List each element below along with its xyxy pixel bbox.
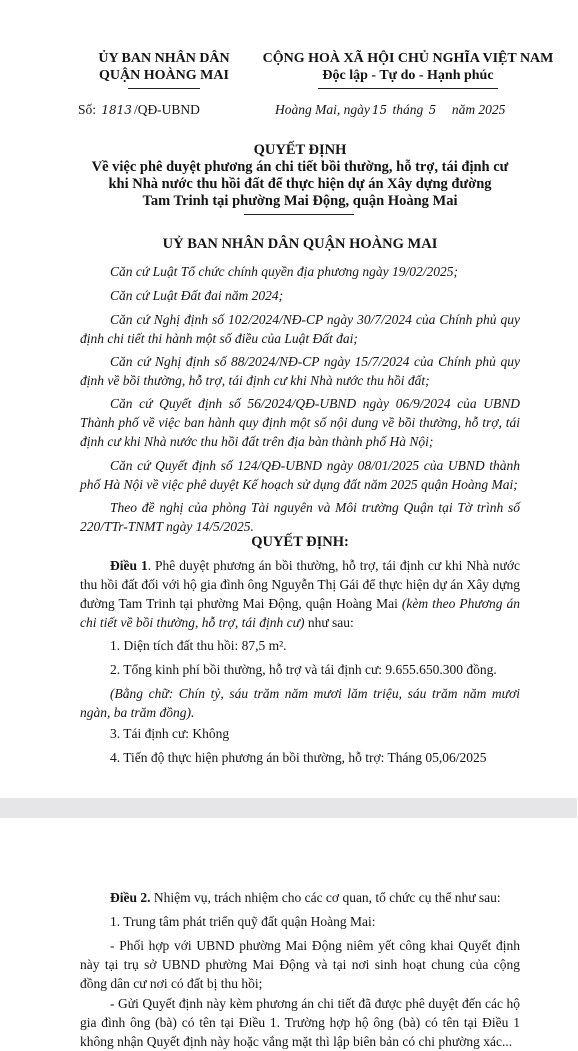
decision-title: QUYẾT ĐỊNH Về việc phê duyệt phương án chi tiết bồi thường, hỗ trợ, tái định cư khi Nhà nước thu hồi đất để thực hiện dự án Xây dựng đường Tam Trinh tại phường Mai Động, quận Hoàng Mai [91,142,509,209]
article-1-amount-in-words: (Bằng chữ: Chín tỷ, sáu trăm năm mươi lăm triệu, sáu trăm năm mươi ngàn, ba trăm đồng). [80,686,520,720]
decision-heading: QUYẾT ĐỊNH: [251,534,349,550]
article-2: Điều 2. Nhiệm vụ, trách nhiệm cho các cơ quan, tổ chức cụ thể như sau: [110,890,501,905]
national-header [238,50,578,84]
page-separator [0,798,577,818]
nation-motto: Độc lập - Tự do - Hạnh phúc [322,68,494,83]
article-1-item-1: 1. Diện tích đất thu hồi: 87,5 m². [110,638,287,653]
legal-basis-5: Căn cứ Quyết định số 56/2024/QĐ-UBND ngày 06/9/2024 của UBND Thành phố về việc ban hành quy định một số nội dung về bồi thường, hỗ trợ, tái định cư khi Nhà nước thu hồi đất trên địa bàn thành phố Hà Nội; [80,396,520,449]
legal-basis-1: Căn cứ Luật Tổ chức chính quyền địa phương ngày 19/02/2025; [110,264,459,279]
authority-heading: UỶ BAN NHÂN DÂN QUẬN HOÀNG MAI [162,236,438,252]
title-underline [244,214,354,215]
issuer-line-2: QUẬN HOÀNG MAI [99,68,229,83]
article-2-item-1: 1. Trung tâm phát triển quỹ đất quận Hoàng Mai: [110,914,376,929]
article-2-bullet-1: - Phối hợp với UBND phường Mai Động niêm yết công khai Quyết định này tại trụ sở UBND phường Mai Động và tại nơi sinh hoạt chung của cộng đồng dân cư nơi có đất bị thu hồi; [80,938,520,991]
document-number: Số: 1813 /QĐ-UBND [78,102,200,117]
article-2-bullet-2: - Gửi Quyết định này kèm phương án chi tiết đã được phê duyệt đến các hộ gia đình ông (bà) có tên tại Điều 1. Trường hợp hộ ông (bà) có tên tại Điều 1 không nhận Quyết định này hoặc vắng mặt thì lập biên bản có chi phường xác... [80,996,520,1049]
issuer-line-1: ỦY BAN NHÂN DÂN [98,51,230,66]
issuer-underline [128,88,200,89]
article-1-item-4: 4. Tiến độ thực hiện phương án bồi thường, hỗ trợ: Tháng 05,06/2025 [110,750,487,765]
nation-name: CỘNG HOÀ XÃ HỘI CHỦ NGHĨA VIỆT NAM [262,51,554,66]
legal-basis-2: Căn cứ Luật Đất đai năm 2024; [110,288,284,303]
handwritten-month: 5 [428,103,437,117]
legal-basis-3: Căn cứ Nghị định số 102/2024/NĐ-CP ngày 30/7/2024 của Chính phủ quy định chi tiết thi hành một số điều của Luật Đất đai; [80,312,520,346]
document-page-2 [0,818,577,1049]
article-1-item-2: 2. Tổng kinh phí bồi thường, hỗ trợ và tái định cư: 9.655.650.300 đồng. [110,662,497,677]
handwritten-number: 1813 [101,103,132,117]
legal-basis-4: Căn cứ Nghị định số 88/2024/NĐ-CP ngày 15/7/2024 của Chính phủ quy định về bồi thường, hỗ trợ, tái định cư khi Nhà nước thu hồi đất; [80,354,520,388]
article-1-item-3: 3. Tái định cư: Không [110,726,230,741]
motto-underline [318,88,498,89]
legal-basis-6: Căn cứ Quyết định số 124/QĐ-UBND ngày 08/01/2025 của UBND thành phố Hà Nội về việc phê duyệt Kế hoạch sử dụng đất năm 2025 quận Hoàng Mai; [80,458,520,492]
handwritten-day: 15 [371,103,388,117]
legal-basis-7: Theo đề nghị của phòng Tài nguyên và Môi trường Quận tại Tờ trình số 220/TTr-TNMT ngày 14/5/2025. [80,500,520,534]
article-1-label: Điều 1 [110,558,148,573]
article-2-label: Điều 2. [110,890,151,905]
article-1: Điều 1. Phê duyệt phương án bồi thường, hỗ trợ, tái định cư khi Nhà nước thu hồi đất đối với hộ gia đình ông Nguyễn Thị Gái để thực hiện dự án Xây dựng đường Tam Trinh tại phường Mai Động, quận Hoàng Mai (kèm theo Phương án chi tiết về bồi thường, hỗ trợ, tái định cư) như sau: [80,558,521,630]
issuing-authority [74,50,254,84]
document-date: Hoàng Mai, ngày 15 tháng 5 năm 2025 [275,102,506,117]
